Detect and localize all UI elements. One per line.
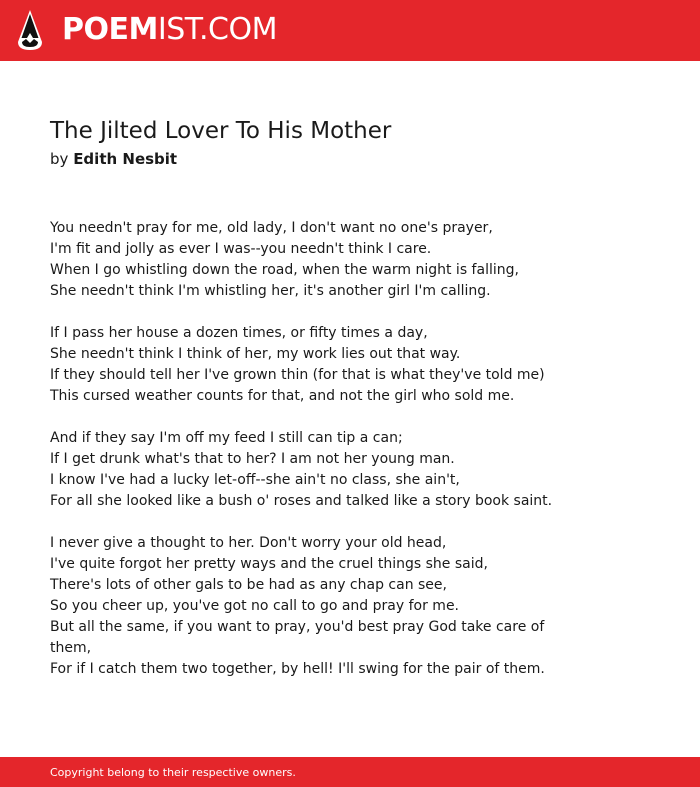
poem-line: If they should tell her I've grown thin (for that is what they've told me) [50,367,545,383]
site-header [0,0,700,61]
poem-line: If I pass her house a dozen times, or fifty times a day, [50,325,428,341]
byline [50,148,177,170]
poem-line: them, [50,640,92,656]
stanza [50,428,650,512]
poem-line: There's lots of other gals to be had as any chap can see, [50,577,447,593]
poem-line: For all she looked like a bush o' roses and talked like a story book saint. [50,493,553,509]
stanza [50,218,650,302]
logo-bold-text: POEM [62,12,158,47]
poem-line: This cursed weather counts for that, and not the girl who sold me. [50,388,515,404]
poem-line: But all the same, if you want to pray, you'd best pray God take care of [50,619,545,635]
poem-line: So you cheer up, you've got no call to go and pray for me. [50,598,460,614]
poem-line: I'm fit and jolly as ever I was--you needn't think I care. [50,241,432,257]
site-footer [0,757,700,787]
poem-line: I've quite forgot her pretty ways and the cruel things she said, [50,556,488,572]
poem-line: For if I catch them two together, by hell! I'll swing for the pair of them. [50,661,545,677]
poem-body [50,218,650,701]
author-name: Edith Nesbit [73,150,178,168]
poem-line: When I go whistling down the road, when the warm night is falling, [50,262,519,278]
logo-light-text: IST.COM [157,12,277,47]
stanza [50,323,650,407]
poem-title: The Jilted Lover To His Mother [50,118,392,144]
poem-line: She needn't think I think of her, my work lies out that way. [50,346,461,362]
by-label: by [50,150,69,168]
site-logo[interactable] [62,12,277,48]
pencil-logo-icon[interactable] [17,9,43,51]
copyright-notice: Copyright belong to their respective owners. [50,766,296,779]
poem-line: I know I've had a lucky let-off--she ain't no class, she ain't, [50,472,460,488]
poem-line: If I get drunk what's that to her? I am not her young man. [50,451,455,467]
poem-line: I never give a thought to her. Don't worry your old head, [50,535,447,551]
poem-line: And if they say I'm off my feed I still can tip a can; [50,430,403,446]
poem-line: You needn't pray for me, old lady, I don't want no one's prayer, [50,220,493,236]
poem-line: She needn't think I'm whistling her, it's another girl I'm calling. [50,283,491,299]
stanza [50,533,650,680]
